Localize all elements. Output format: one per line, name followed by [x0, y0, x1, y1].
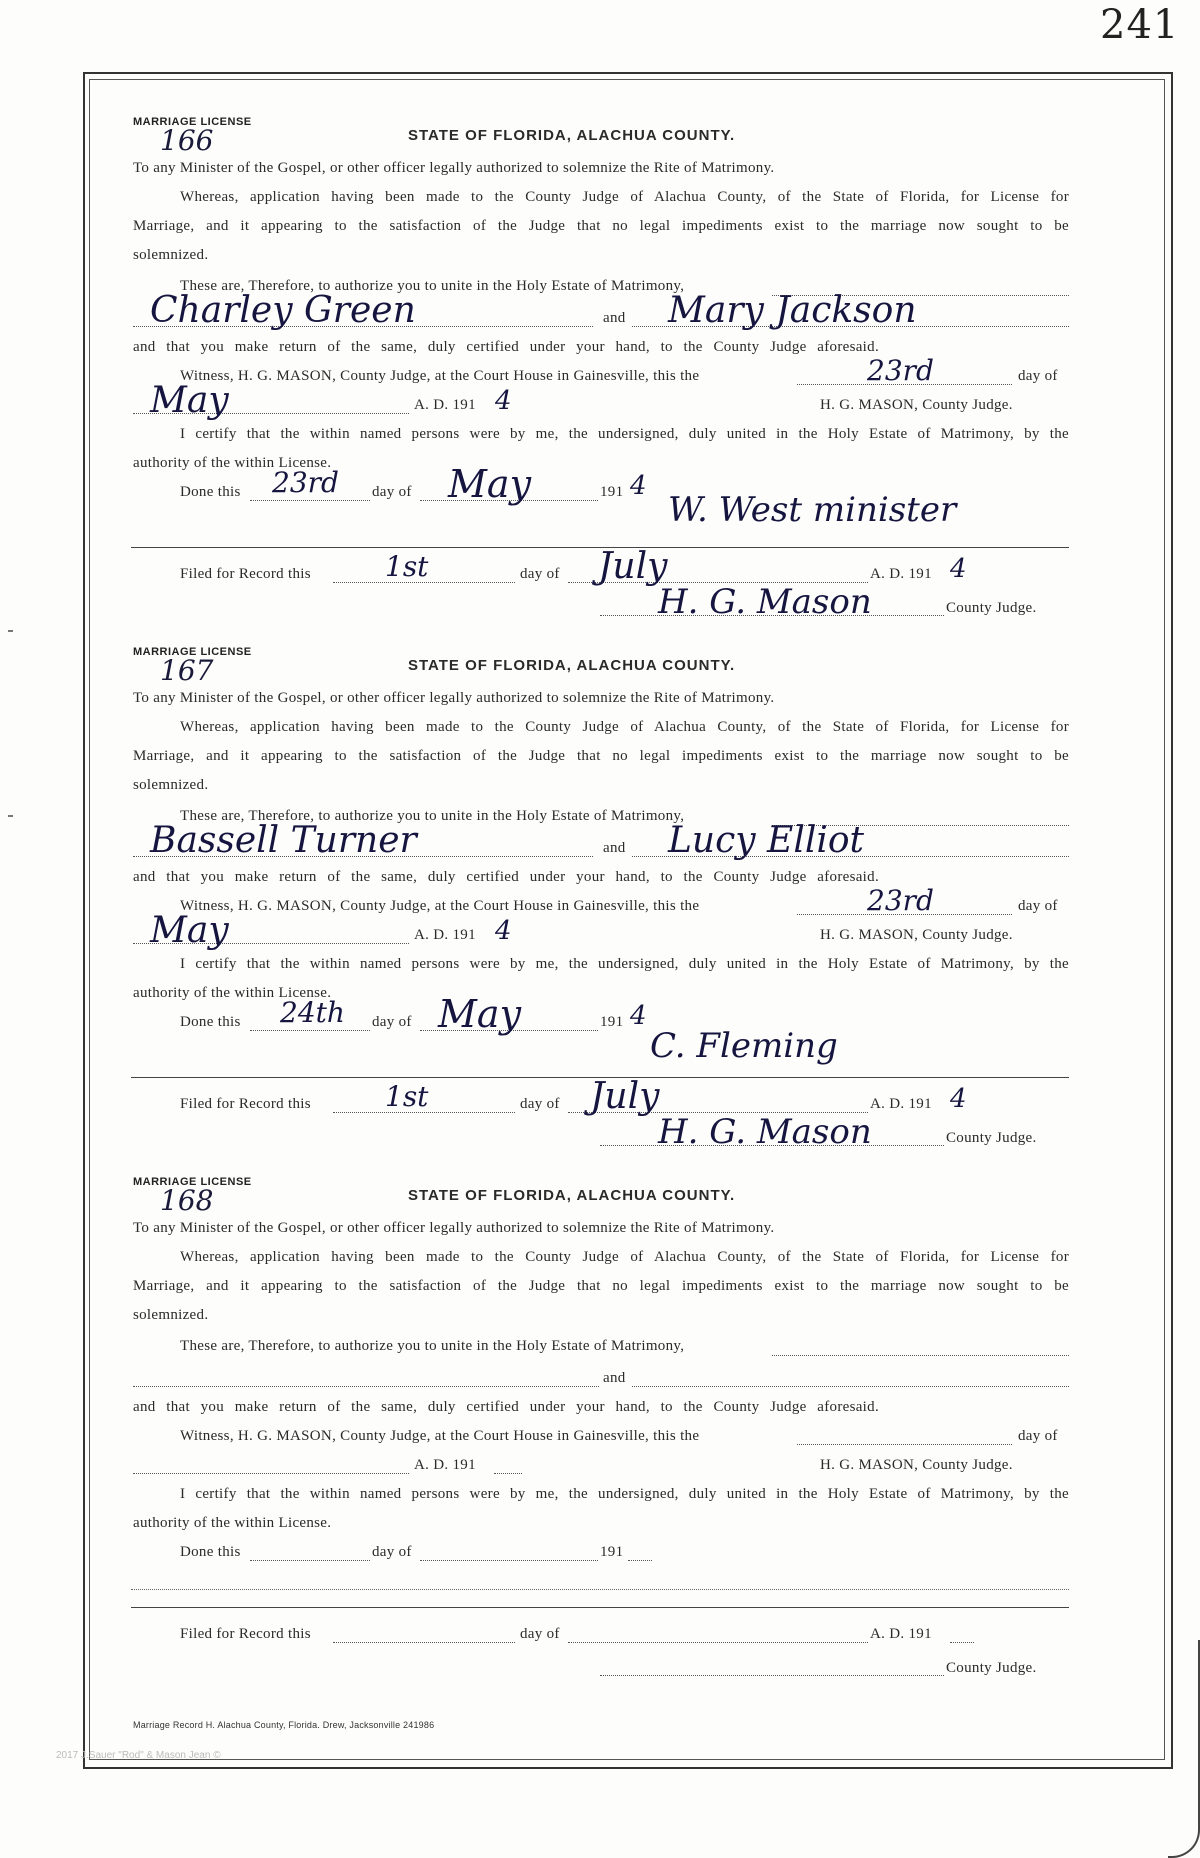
state-title: STATE OF FLORIDA, ALACHUA COUNTY.	[408, 1187, 736, 1204]
license-number: 166	[160, 124, 214, 157]
minister-address: To any Minister of the Gospel, or other officer legally authorized to solemnize the Rite of Matrimony.	[133, 160, 775, 176]
return-line: and that you make return of the same, duly certified under your hand, to the County Judge aforesaid.	[133, 1399, 879, 1415]
county-judge-line	[600, 1675, 944, 1676]
witness-month: May	[150, 380, 229, 421]
witness-text: Witness, H. G. MASON, County Judge, at the Court House in Gainesville, this the	[180, 898, 700, 914]
minister-address: To any Minister of the Gospel, or other officer legally authorized to solemnize the Rite of Matrimony.	[133, 690, 775, 706]
ad-label: A. D. 191	[414, 397, 476, 413]
certify-line-2: authority of the within License.	[133, 985, 332, 1001]
filed-month: July	[598, 546, 668, 587]
filed-day-of: day of	[520, 566, 560, 582]
judge-signature-line: H. G. MASON, County Judge.	[820, 1457, 1013, 1473]
whereas-line-1: Whereas, application having been made to the County Judge of Alachua County, of the State of Florida, for License for	[180, 189, 1069, 205]
whereas-line-3: solemnized.	[133, 777, 209, 793]
license-number: 167	[160, 654, 214, 687]
witness-day: 23rd	[867, 354, 934, 387]
return-line: and that you make return of the same, duly certified under your hand, to the County Judge aforesaid.	[133, 339, 879, 355]
done-year-label: 191	[600, 484, 624, 500]
these-are-text: These are, Therefore, to authorize you to unite in the Holy Estate of Matrimony,	[180, 1338, 685, 1354]
these-are-text: These are, Therefore, to authorize you to unite in the Holy Estate of Matrimony,	[180, 278, 685, 294]
and-word: and	[603, 840, 626, 856]
certify-line-2: authority of the within License.	[133, 455, 332, 471]
whereas-line-2: Marriage, and it appearing to the satisfaction of the Judge that no legal impediments exist to the marriage now sought to be	[133, 748, 1069, 764]
witness-text: Witness, H. G. MASON, County Judge, at the Court House in Gainesville, this the	[180, 368, 700, 384]
witness-text: Witness, H. G. MASON, County Judge, at the Court House in Gainesville, this the	[180, 1428, 700, 1444]
county-judge-label: County Judge.	[946, 600, 1037, 616]
bride-name: Mary Jackson	[668, 290, 917, 331]
filed-month: July	[590, 1076, 660, 1117]
filed-day: 1st	[385, 1080, 429, 1113]
done-day-of: day of	[372, 1014, 412, 1030]
done-day-line	[250, 1030, 370, 1031]
done-this-label: Done this	[180, 1014, 241, 1030]
whereas-line-3: solemnized.	[133, 1307, 209, 1323]
witness-month-line	[133, 1473, 409, 1474]
filed-for-record-label: Filed for Record this	[180, 1626, 311, 1642]
printer-footer: Marriage Record H. Alachua County, Florida. Drew, Jacksonville 241986	[133, 1720, 435, 1730]
these-are-text: These are, Therefore, to authorize you to unite in the Holy Estate of Matrimony,	[180, 808, 685, 824]
done-year-label: 191	[600, 1014, 624, 1030]
witness-year-digit: 4	[495, 386, 512, 416]
done-month-line	[420, 1560, 598, 1561]
license-label: MARRIAGE LICENSE	[133, 646, 252, 658]
filed-year-digit: 4	[950, 1084, 967, 1114]
county-judge-label: County Judge.	[946, 1660, 1037, 1676]
done-day: 24th	[280, 996, 345, 1029]
whereas-line-1: Whereas, application having been made to the County Judge of Alachua County, of the State of Florida, for License for	[180, 719, 1069, 735]
officiant-line	[131, 1589, 1069, 1590]
day-of-label: day of	[1018, 1428, 1058, 1444]
done-year-digit: 4	[630, 471, 647, 501]
and-word: and	[603, 310, 626, 326]
license-entry-166	[0, 116, 1200, 646]
ad-label: A. D. 191	[414, 927, 476, 943]
return-line: and that you make return of the same, duly certified under your hand, to the County Judge aforesaid.	[133, 869, 879, 885]
day-of-label: day of	[1018, 898, 1058, 914]
whereas-line-2: Marriage, and it appearing to the satisfaction of the Judge that no legal impediments exist to the marriage now sought to be	[133, 1278, 1069, 1294]
certify-line-1: I certify that the within named persons were by me, the undersigned, duly united in the Holy Estate of Matrimony, by the	[180, 426, 1069, 442]
bride-name: Lucy Elliot	[668, 820, 864, 861]
state-title: STATE OF FLORIDA, ALACHUA COUNTY.	[408, 657, 736, 674]
witness-month: May	[150, 910, 229, 951]
day-of-label: day of	[1018, 368, 1058, 384]
done-this-label: Done this	[180, 484, 241, 500]
witness-day: 23rd	[867, 884, 934, 917]
done-day-of: day of	[372, 1544, 412, 1560]
license-number: 168	[160, 1184, 214, 1217]
filed-day-line	[333, 1642, 515, 1643]
done-year-digit: 4	[630, 1001, 647, 1031]
witness-year-line	[494, 1473, 522, 1474]
officiant-signature: W. West minister	[668, 490, 957, 530]
license-entry-168	[0, 1176, 1200, 1706]
filed-signature: H. G. Mason	[658, 582, 872, 622]
filed-ad-label: A. D. 191	[870, 566, 932, 582]
groom-line	[133, 1386, 599, 1387]
minister-address: To any Minister of the Gospel, or other officer legally authorized to solemnize the Rite of Matrimony.	[133, 1220, 775, 1236]
filed-year-digit: 4	[950, 554, 967, 584]
filed-ad-label: A. D. 191	[870, 1626, 932, 1642]
done-day-line	[250, 1560, 370, 1561]
ad-label: A. D. 191	[414, 1457, 476, 1473]
groom-name: Bassell Turner	[150, 820, 417, 861]
filed-month-line	[568, 1642, 868, 1643]
done-month: May	[448, 462, 532, 506]
filed-for-record-label: Filed for Record this	[180, 1096, 311, 1112]
done-year-line	[628, 1560, 652, 1561]
officiant-signature: C. Fleming	[650, 1026, 838, 1066]
done-day: 23rd	[272, 466, 339, 499]
witness-year-digit: 4	[495, 916, 512, 946]
bride-line	[632, 1386, 1069, 1387]
filed-ad-label: A. D. 191	[870, 1096, 932, 1112]
done-day-line	[250, 500, 370, 501]
whereas-line-2: Marriage, and it appearing to the satisfaction of the Judge that no legal impediments exist to the marriage now sought to be	[133, 218, 1069, 234]
filed-day-of: day of	[520, 1626, 560, 1642]
filed-day: 1st	[385, 550, 429, 583]
certify-line-1: I certify that the within named persons were by me, the undersigned, duly united in the Holy Estate of Matrimony, by the	[180, 1486, 1069, 1502]
done-this-label: Done this	[180, 1544, 241, 1560]
certify-line-2: authority of the within License.	[133, 1515, 332, 1531]
copyright-watermark: 2017 J.Sauer "Rod" & Mason Jean ©	[56, 1750, 221, 1761]
license-label: MARRIAGE LICENSE	[133, 1176, 252, 1188]
whereas-line-3: solemnized.	[133, 247, 209, 263]
certify-line-1: I certify that the within named persons were by me, the undersigned, duly united in the Holy Estate of Matrimony, by the	[180, 956, 1069, 972]
county-judge-label: County Judge.	[946, 1130, 1037, 1146]
filed-for-record-label: Filed for Record this	[180, 566, 311, 582]
done-month: May	[438, 992, 522, 1036]
license-entry-167	[0, 646, 1200, 1176]
state-title: STATE OF FLORIDA, ALACHUA COUNTY.	[408, 127, 736, 144]
dotted-fill	[772, 1355, 1069, 1356]
filed-day-of: day of	[520, 1096, 560, 1112]
judge-signature-line: H. G. MASON, County Judge.	[820, 397, 1013, 413]
groom-name: Charley Green	[150, 290, 416, 331]
witness-day-line	[797, 1444, 1012, 1445]
whereas-line-1: Whereas, application having been made to the County Judge of Alachua County, of the State of Florida, for License for	[180, 1249, 1069, 1265]
page-number: 241	[1100, 2, 1180, 48]
filed-signature: H. G. Mason	[658, 1112, 872, 1152]
and-word: and	[603, 1370, 626, 1386]
done-day-of: day of	[372, 484, 412, 500]
done-year-label: 191	[600, 1544, 624, 1560]
judge-signature-line: H. G. MASON, County Judge.	[820, 927, 1013, 943]
license-label: MARRIAGE LICENSE	[133, 116, 252, 128]
filed-year-line	[950, 1642, 974, 1643]
section-rule	[131, 1607, 1069, 1608]
